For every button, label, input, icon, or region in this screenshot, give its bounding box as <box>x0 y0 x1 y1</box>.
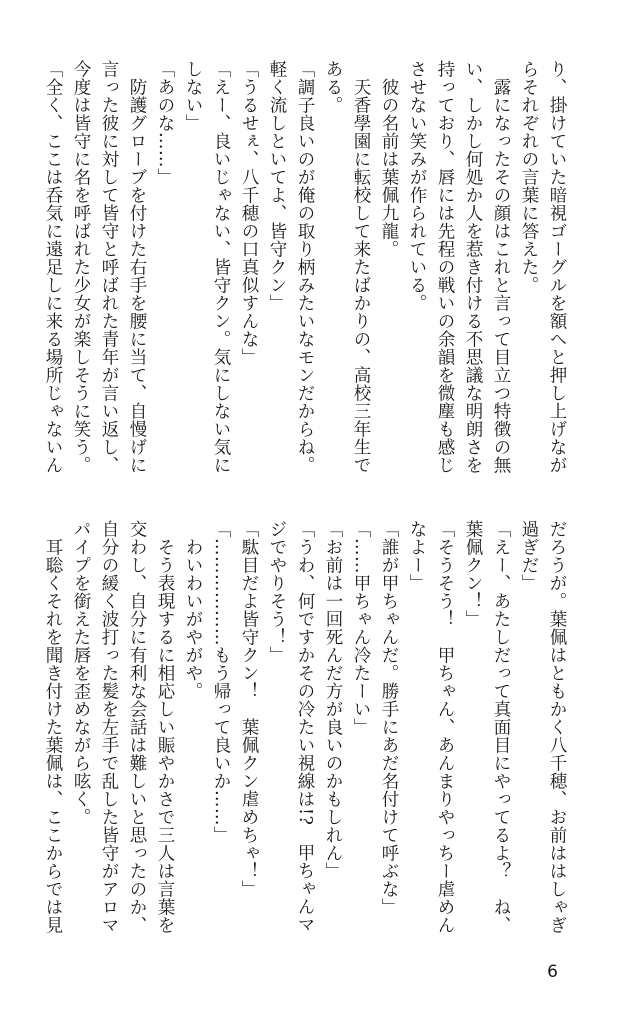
text-line: しない」 <box>183 60 203 132</box>
text-line: らそれぞれの言葉に答えた。 <box>519 60 539 294</box>
text-line: 「うるせぇ、八千穂の口真似すんな」 <box>239 60 259 366</box>
text-line: 交わし、自分に有利な会話は難しいと思ったのか、 <box>127 520 147 934</box>
text-line: 天香學園に転校して来たばかりの、高校三年生で <box>351 60 371 474</box>
text-line: 耳聡くそれを聞き付けた葉佩は、ここからでは見 <box>43 520 63 934</box>
text-line: 葉佩クン！」 <box>463 520 483 628</box>
text-line: パイプを銜えた唇を歪めながら呟く。 <box>71 520 91 826</box>
text-line: 「全く、ここは呑気に遠足しに来る場所じゃないん <box>43 60 63 474</box>
text-line: 「そうそう！ 甲ちゃん、あんまりやっちー虐めん <box>435 520 455 934</box>
text-line: り、掛けていた暗視ゴーグルを額へと押し上げなが <box>547 60 567 474</box>
text-line: ジでやりそう！」 <box>267 520 287 664</box>
text-line: 「誰が甲ちゃんだ。勝手にあだ名付けて呼ぶな」 <box>379 520 399 916</box>
text-line: 「……甲ちゃん冷たーい」 <box>351 520 371 736</box>
text-line: 彼の名前は葉佩九龍。 <box>379 60 399 258</box>
text-line: 言った彼に対して皆守と呼ばれた青年が言い返し、 <box>99 60 119 474</box>
text-line: させない笑みが作られている。 <box>407 60 427 312</box>
text-line: 「調子良いのが俺の取り柄みたいなモンだからね。 <box>295 60 315 474</box>
text-line: 持っており、唇には先程の戦いの余韻を微塵も感じ <box>435 60 455 474</box>
text-line: なよー」 <box>407 520 427 592</box>
text-line: 「お前は一回死んだ方が良いのかもしれん」 <box>323 520 343 880</box>
text-line: 今度は皆守に名を呼ばれた少女が楽しそうに笑う。 <box>71 60 91 474</box>
upper-text-block <box>39 60 571 500</box>
text-line: い、しかし何処か人を惹き付ける不思議な明朗さを <box>463 60 483 474</box>
text-line: 自分の緩く波打った髪を左手で乱した皆守がアロマ <box>99 520 119 934</box>
text-line: だろうが。葉佩はともかく八千穂、お前ははしゃぎ <box>547 520 567 934</box>
text-line: 「うわ、何ですかその冷たい視線は!? 甲ちゃんマ <box>295 520 315 934</box>
text-line: 軽く流しといてよ、皆守クン」 <box>267 60 287 312</box>
text-line: そう表現するに相応しい賑やかさで三人は言葉を <box>155 520 175 934</box>
text-line: 露になったその顔はこれと言って目立つ特徴の無 <box>491 60 511 474</box>
page-number: 6 <box>547 962 558 982</box>
text-line: ある。 <box>323 60 343 114</box>
text-line: わいわいがやがや。 <box>183 520 203 700</box>
text-line: 「えー、あたしだって真面目にやってるよ？ ね、 <box>491 520 511 934</box>
text-line: 「えー、良いじゃない、皆守クン。気にしない気に <box>211 60 231 474</box>
text-line: 「………………もう帰って良いか……」 <box>211 520 231 844</box>
text-line: 防護グローブを付けた右手を腰に当て、自慢げに <box>127 60 147 474</box>
text-line: 過ぎだ」 <box>519 520 539 592</box>
text-line: 「あのな……」 <box>155 60 175 186</box>
lower-text-block <box>39 520 571 960</box>
text-line: 「駄目だよ皆守クン！ 葉佩クン虐めちゃ！」 <box>239 520 259 898</box>
